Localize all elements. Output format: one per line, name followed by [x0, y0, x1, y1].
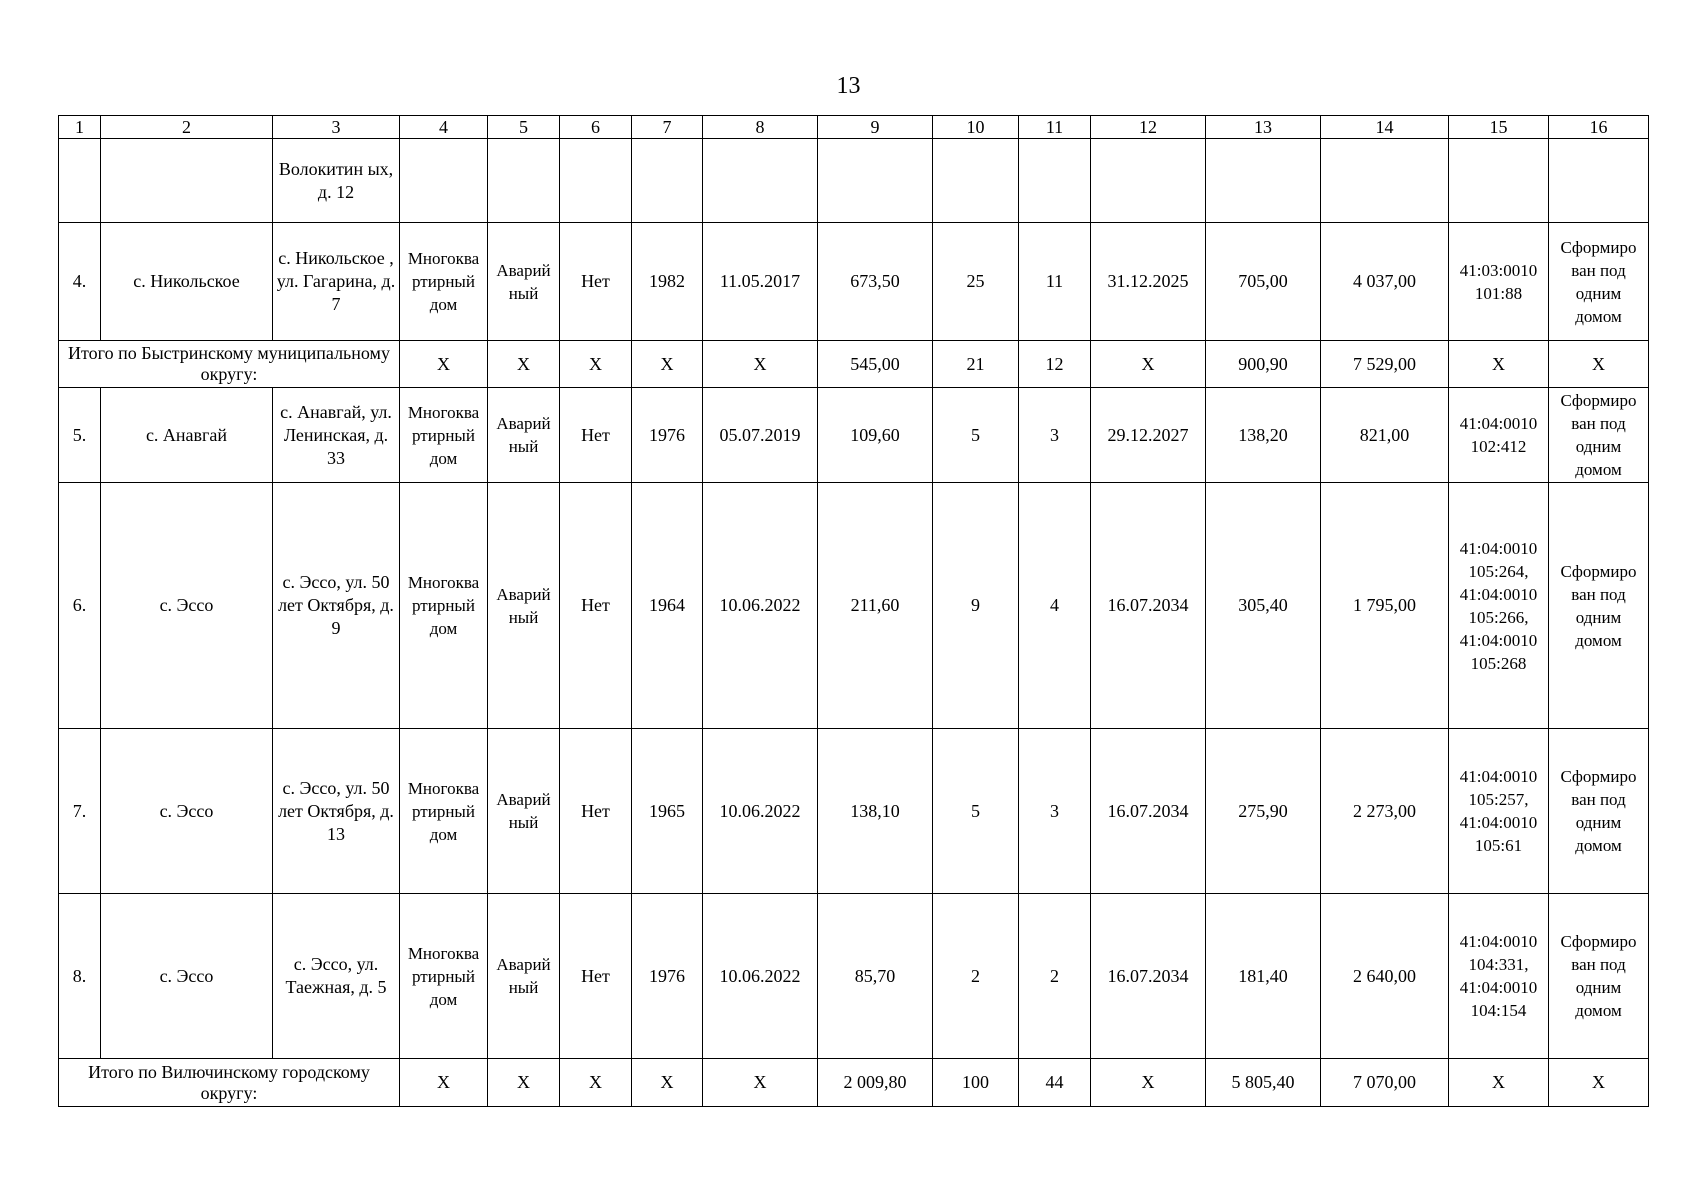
year-cell: 1976: [632, 894, 703, 1059]
header-cell: 3: [273, 116, 400, 139]
total-cell: 44: [1019, 1059, 1091, 1107]
header-cell: 10: [933, 116, 1019, 139]
settlement-cell: с. Эссо: [101, 729, 273, 894]
total-cell: X: [632, 1059, 703, 1107]
col10-cell: 25: [933, 223, 1019, 341]
area-cell: 673,50: [818, 223, 933, 341]
type-cell: Многоква ртирный дом: [400, 223, 488, 341]
col6-cell: Нет: [560, 483, 632, 729]
total-cell: 100: [933, 1059, 1019, 1107]
cadastral-cell: 41:04:0010 104:331, 41:04:0010 104:154: [1449, 894, 1549, 1059]
header-cell: 4: [400, 116, 488, 139]
status-cell: Аварий ный: [488, 894, 560, 1059]
total-cell: 12: [1019, 341, 1091, 388]
total-cell: 2 009,80: [818, 1059, 933, 1107]
year-cell: 1982: [632, 223, 703, 341]
total-cell: X: [400, 341, 488, 388]
row-number: 7.: [59, 729, 101, 894]
total-label: Итого по Вилючинскому городскому округу:: [59, 1059, 400, 1107]
address-cell: с. Анавгай, ул. Ленинская, д. 33: [273, 388, 400, 483]
col10-cell: 2: [933, 894, 1019, 1059]
col13-cell: 305,40: [1206, 483, 1321, 729]
total-cell: X: [560, 341, 632, 388]
header-cell: 15: [1449, 116, 1549, 139]
date-cell: 10.06.2022: [703, 483, 818, 729]
total-cell: X: [560, 1059, 632, 1107]
col13-cell: 275,90: [1206, 729, 1321, 894]
col13-cell: 138,20: [1206, 388, 1321, 483]
type-cell: Многоква ртирный дом: [400, 388, 488, 483]
land-note-cell: Сформиро ван под одним домом: [1549, 894, 1649, 1059]
address-cell: с. Эссо, ул. 50 лет Октября, д. 9: [273, 483, 400, 729]
header-row: [59, 116, 1649, 139]
header-cell: 11: [1019, 116, 1091, 139]
table-row: [59, 729, 1649, 894]
total-cell: X: [1549, 341, 1649, 388]
total-cell: 900,90: [1206, 341, 1321, 388]
total-cell: X: [1091, 341, 1206, 388]
total-cell: X: [1449, 341, 1549, 388]
row-number: 6.: [59, 483, 101, 729]
col14-cell: 2 273,00: [1321, 729, 1449, 894]
total-row: [59, 341, 1649, 388]
total-cell: X: [1091, 1059, 1206, 1107]
col6-cell: Нет: [560, 388, 632, 483]
deadline-cell: 31.12.2025: [1091, 223, 1206, 341]
date-cell: 11.05.2017: [703, 223, 818, 341]
header-cell: 12: [1091, 116, 1206, 139]
total-cell: 21: [933, 341, 1019, 388]
year-cell: 1964: [632, 483, 703, 729]
col6-cell: Нет: [560, 729, 632, 894]
page-number: 13: [836, 73, 861, 99]
status-cell: Аварий ный: [488, 729, 560, 894]
header-cell: 14: [1321, 116, 1449, 139]
total-cell: 7 529,00: [1321, 341, 1449, 388]
total-label: Итого по Быстринскому муниципальному округу:: [59, 341, 400, 388]
col11-cell: 2: [1019, 894, 1091, 1059]
row-number: 8.: [59, 894, 101, 1059]
col11-cell: 3: [1019, 388, 1091, 483]
table-row: [59, 894, 1649, 1059]
area-cell: 138,10: [818, 729, 933, 894]
header-cell: 9: [818, 116, 933, 139]
address-cell: с. Эссо, ул. 50 лет Октября, д. 13: [273, 729, 400, 894]
deadline-cell: 16.07.2034: [1091, 894, 1206, 1059]
cadastral-cell: 41:04:0010 102:412: [1449, 388, 1549, 483]
total-cell: X: [632, 341, 703, 388]
address-cell: Волокитин ых, д. 12: [273, 139, 400, 223]
header-cell: 2: [101, 116, 273, 139]
col14-cell: 821,00: [1321, 388, 1449, 483]
cadastral-cell: 41:04:0010 105:257, 41:04:0010 105:61: [1449, 729, 1549, 894]
header-cell: 13: [1206, 116, 1321, 139]
total-cell: 7 070,00: [1321, 1059, 1449, 1107]
col14-cell: 2 640,00: [1321, 894, 1449, 1059]
settlement-cell: с. Анавгай: [101, 388, 273, 483]
header-cell: 1: [59, 116, 101, 139]
address-cell: с. Никольское , ул. Гагарина, д. 7: [273, 223, 400, 341]
col11-cell: 3: [1019, 729, 1091, 894]
status-cell: Аварий ный: [488, 388, 560, 483]
settlement-cell: с. Эссо: [101, 894, 273, 1059]
header-cell: 5: [488, 116, 560, 139]
cadastral-cell: 41:04:0010 105:264, 41:04:0010 105:266, 41:04:0010 105:268: [1449, 483, 1549, 729]
date-cell: 10.06.2022: [703, 729, 818, 894]
total-cell: X: [703, 341, 818, 388]
total-row: [59, 1059, 1649, 1107]
col10-cell: 5: [933, 388, 1019, 483]
land-note-cell: Сформиро ван под одним домом: [1549, 223, 1649, 341]
cadastral-cell: 41:03:0010 101:88: [1449, 223, 1549, 341]
col13-cell: 705,00: [1206, 223, 1321, 341]
land-note-cell: Сформиро ван под одним домом: [1549, 388, 1649, 483]
col13-cell: 181,40: [1206, 894, 1321, 1059]
status-cell: Аварий ный: [488, 483, 560, 729]
header-cell: 6: [560, 116, 632, 139]
year-cell: 1965: [632, 729, 703, 894]
area-cell: 85,70: [818, 894, 933, 1059]
header-cell: 7: [632, 116, 703, 139]
col11-cell: 11: [1019, 223, 1091, 341]
continuation-row: [59, 139, 1649, 223]
total-cell: 5 805,40: [1206, 1059, 1321, 1107]
col14-cell: 1 795,00: [1321, 483, 1449, 729]
table-row: [59, 483, 1649, 729]
housing-table: [58, 115, 1649, 1107]
total-cell: X: [1549, 1059, 1649, 1107]
deadline-cell: 16.07.2034: [1091, 729, 1206, 894]
land-note-cell: Сформиро ван под одним домом: [1549, 729, 1649, 894]
header-cell: 8: [703, 116, 818, 139]
col6-cell: Нет: [560, 223, 632, 341]
settlement-cell: с. Эссо: [101, 483, 273, 729]
total-cell: X: [1449, 1059, 1549, 1107]
total-cell: 545,00: [818, 341, 933, 388]
type-cell: Многоква ртирный дом: [400, 894, 488, 1059]
col11-cell: 4: [1019, 483, 1091, 729]
total-cell: X: [400, 1059, 488, 1107]
col14-cell: 4 037,00: [1321, 223, 1449, 341]
total-cell: X: [488, 1059, 560, 1107]
status-cell: Аварий ный: [488, 223, 560, 341]
date-cell: 05.07.2019: [703, 388, 818, 483]
year-cell: 1976: [632, 388, 703, 483]
area-cell: 211,60: [818, 483, 933, 729]
land-note-cell: Сформиро ван под одним домом: [1549, 483, 1649, 729]
row-number: 4.: [59, 223, 101, 341]
table-row: [59, 223, 1649, 341]
address-cell: с. Эссо, ул. Таежная, д. 5: [273, 894, 400, 1059]
type-cell: Многоква ртирный дом: [400, 483, 488, 729]
col10-cell: 9: [933, 483, 1019, 729]
deadline-cell: 16.07.2034: [1091, 483, 1206, 729]
date-cell: 10.06.2022: [703, 894, 818, 1059]
deadline-cell: 29.12.2027: [1091, 388, 1206, 483]
settlement-cell: с. Никольское: [101, 223, 273, 341]
total-cell: X: [703, 1059, 818, 1107]
row-number: 5.: [59, 388, 101, 483]
col6-cell: Нет: [560, 894, 632, 1059]
type-cell: Многоква ртирный дом: [400, 729, 488, 894]
total-cell: X: [488, 341, 560, 388]
area-cell: 109,60: [818, 388, 933, 483]
header-cell: 16: [1549, 116, 1649, 139]
col10-cell: 5: [933, 729, 1019, 894]
table-row: [59, 388, 1649, 483]
